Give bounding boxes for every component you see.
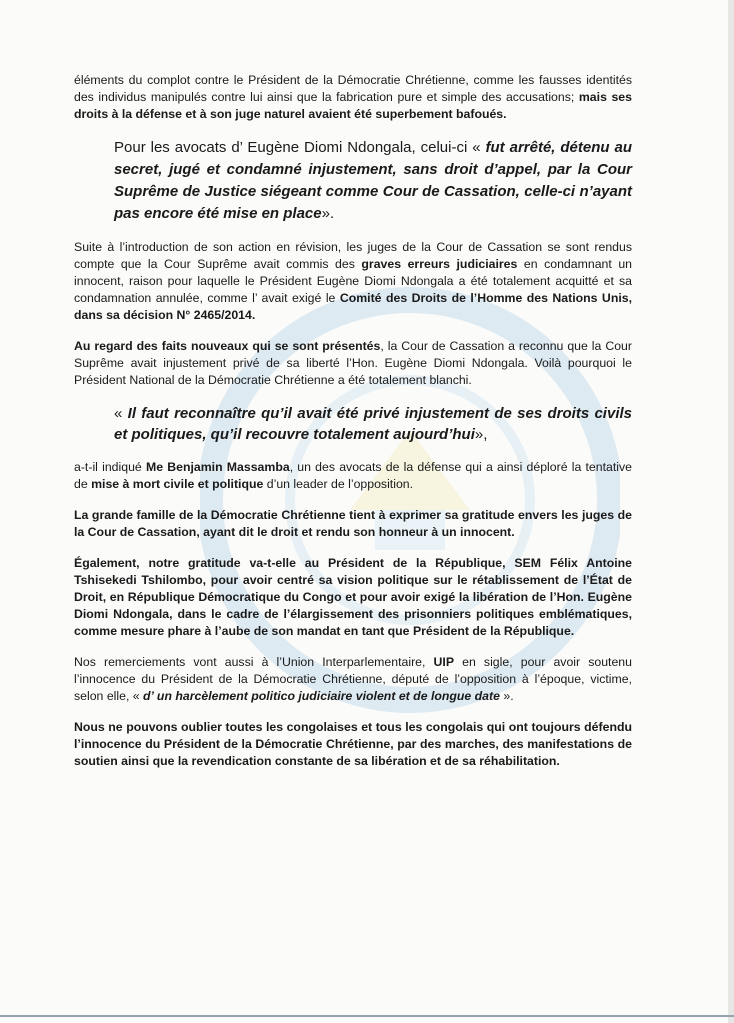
scan-bottom-edge: [0, 1015, 734, 1017]
paragraph-8: Nous ne pouvons oublier toutes les congolaises et tous les congolais qui ont toujours défendu l’innocence du Président de la Démocratie Chrétienne, par des marches, des manifestations de soutien ainsi que la revendication constante de sa libération et de sa réhabilitation.: [74, 720, 632, 768]
scan-edge: [728, 0, 734, 1023]
paragraph-4: a-t-il indiqué Me Benjamin Massamba, un des avocats de la défense qui a ainsi déploré la tentative de mise à mort civile et politique d’un leader de l’opposition.: [74, 460, 632, 491]
paragraph-3: Au regard des faits nouveaux qui se sont présentés, la Cour de Cassation a reconnu que la Cour Suprême avait injustement privé de sa liberté l’Hon. Eugène Diomi Ndongala. Voilà pourquoi le Président National de la Démocratie Chrétienne a été totalement blanchi.: [74, 339, 632, 387]
paragraph-6: Également, notre gratitude va-t-elle au Président de la République, SEM Félix Antoine Tshisekedi Tshilombo, pour avoir centré sa vision politique sur le rétablissement de l’État de Droit, en République Démocratique du Congo et pour avoir exigé la libération de l’Hon. Eugène Diomi Ndongala, dans le cadre de l’élargissement des prisonniers politiques emblématiques, comme mesure phare à l’aube de son mandat en tant que Président de la République.: [74, 556, 632, 638]
paragraph-7: Nos remerciements vont aussi à l’Union Interparlementaire, UIP en sigle, pour avoir soutenu l’innocence du Président de la Démocratie Chrétienne, député de l’opposition à l’époque, victime, selon elle, « d’ un harcèlement politico judiciaire violent et de longue date ».: [74, 655, 632, 703]
document-body: [74, 72, 632, 784]
paragraph-1: éléments du complot contre le Président de la Démocratie Chrétienne, comme les fausses identités des individus manipulés contre lui ainsi que la fabrication pure et simple des accusations; mais ses droits à la défense et à son juge naturel avaient été superbement bafoués.: [74, 73, 632, 121]
paragraph-5: La grande famille de la Démocratie Chrétienne tient à exprimer sa gratitude envers les juges de la Cour de Cassation, ayant dit le droit et rendu son honneur à un innocent.: [74, 508, 632, 539]
quote-lawyers: Pour les avocats d’ Eugène Diomi Ndongala, celui-ci « fut arrêté, détenu au secret, jugé et condamné injustement, sans droit d’appel, par la Cour Suprême de Justice siégeant comme Cour de Cassation, celle-ci n’ayant pas encore été mise en place».: [114, 139, 632, 222]
paragraph-2: Suite à l’introduction de son action en révision, les juges de la Cour de Cassation se sont rendus compte que la Cour Suprême avait commis des graves erreurs judiciaires en condamnant un innocent, raison pour laquelle le Président Eugène Diomi Ndongala a été totalement acquitté et sa condamnation annulée, comme l’ avait exigé le Comité des Droits de l’Homme des Nations Unis, dans sa décision N° 2465/2014.: [74, 240, 633, 322]
quote-recognition: « Il faut reconnaître qu’il avait été privé injustement de ses droits civils et politiques, qu’il recouvre totalement aujourd’hui»,: [114, 405, 632, 443]
